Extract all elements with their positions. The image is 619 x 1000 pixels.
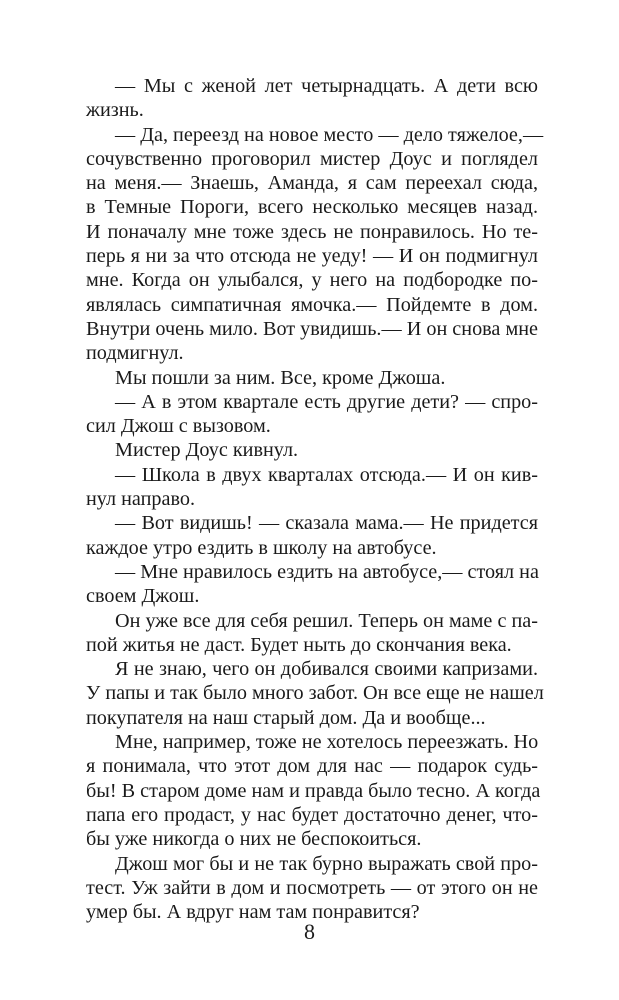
text-line: — Мне нравилось ездить на автобусе,— стоял на bbox=[115, 560, 539, 583]
text-line: покупателя на наш старый дом. Да и вообще... bbox=[86, 706, 486, 729]
text-line: — Да, переезд на новое место — дело тяжелое,— bbox=[115, 123, 544, 146]
text-line: на меня.— Знаешь, Аманда, я сам переехал сюда, bbox=[86, 172, 538, 195]
paragraph bbox=[86, 560, 538, 609]
text-line: — Школа в двух кварталах отсюда.— И он кив- bbox=[115, 463, 538, 486]
paragraph bbox=[86, 74, 538, 123]
text-line: каждое утро ездить в школу на автобусе. bbox=[86, 536, 437, 559]
paragraph bbox=[86, 463, 538, 512]
text-line: — Мы с женой лет четырнадцать. А дети всю bbox=[115, 75, 538, 97]
text-line: сочувственно проговорил мистер Доус и поглядел bbox=[86, 147, 538, 170]
text-line: тест. Уж зайти в дом и посмотреть — от этого он не bbox=[86, 876, 538, 899]
text-line: Мистер Доус кивнул. bbox=[115, 439, 299, 462]
text-line: жизнь. bbox=[86, 99, 144, 122]
text-line: Мы пошли за ним. Все, кроме Джоша. bbox=[115, 366, 446, 389]
text-line: подмигнул. bbox=[86, 342, 184, 365]
text-line: Внутри очень мило. Вот увидишь.— И он снова мне bbox=[86, 317, 538, 340]
text-line: умер бы. А вдруг нам там понравится? bbox=[86, 901, 420, 924]
text-line: в Темные Пороги, всего несколько месяцев назад. bbox=[86, 196, 538, 219]
text-line: своем Джош. bbox=[86, 585, 200, 608]
paragraph bbox=[86, 730, 541, 851]
text-line: Джош мог бы и не так бурно выражать свой про- bbox=[115, 852, 538, 875]
text-line: сил Джош с вызовом. bbox=[86, 415, 271, 438]
paragraph bbox=[86, 511, 538, 560]
paragraph bbox=[86, 438, 538, 462]
page-number: 8 bbox=[304, 919, 315, 944]
paragraph bbox=[86, 657, 544, 730]
text-line: папа его продаст, у нас будет достаточно денег, что- bbox=[86, 803, 538, 826]
paragraph bbox=[86, 609, 538, 658]
text-line: — Вот видишь! — сказала мама.— Не придется bbox=[115, 512, 538, 535]
book-page-text bbox=[86, 74, 544, 924]
paragraph bbox=[86, 366, 538, 390]
paragraph bbox=[86, 390, 538, 439]
text-line: бы уже никогда о них не беспокоиться. bbox=[86, 828, 422, 851]
text-line: У папы и так было много забот. Он все еще не нашел bbox=[86, 682, 544, 705]
text-line: перь я ни за что отсюда не уеду! — И он подмигнул bbox=[86, 245, 538, 268]
text-line: пой житья не даст. Будет ныть до скончания века. bbox=[86, 633, 512, 656]
text-line: Он уже все для себя решил. Теперь он маме с па- bbox=[115, 609, 538, 632]
text-line: являлась симпатичная ямочка.— Пойдемте в дом. bbox=[86, 293, 538, 316]
text-line: я понимала, что этот дом для нас — подарок судь- bbox=[86, 755, 538, 778]
paragraph bbox=[86, 852, 538, 925]
text-line: — А в этом квартале есть другие дети? — спро- bbox=[115, 390, 538, 413]
text-line: Я не знаю, чего он добивался своими капризами. bbox=[115, 658, 538, 681]
text-line: И поначалу мне тоже здесь не понравилось. Но те- bbox=[86, 220, 538, 243]
text-line: нул направо. bbox=[86, 488, 196, 511]
text-line: Мне, например, тоже не хотелось переезжать. Но bbox=[115, 731, 539, 754]
paragraph bbox=[86, 123, 544, 366]
text-line: бы! В старом доме нам и правда было тесно. А когда bbox=[86, 779, 541, 802]
text-line: мне. Когда он улыбался, у него на подбородке по- bbox=[86, 269, 538, 292]
